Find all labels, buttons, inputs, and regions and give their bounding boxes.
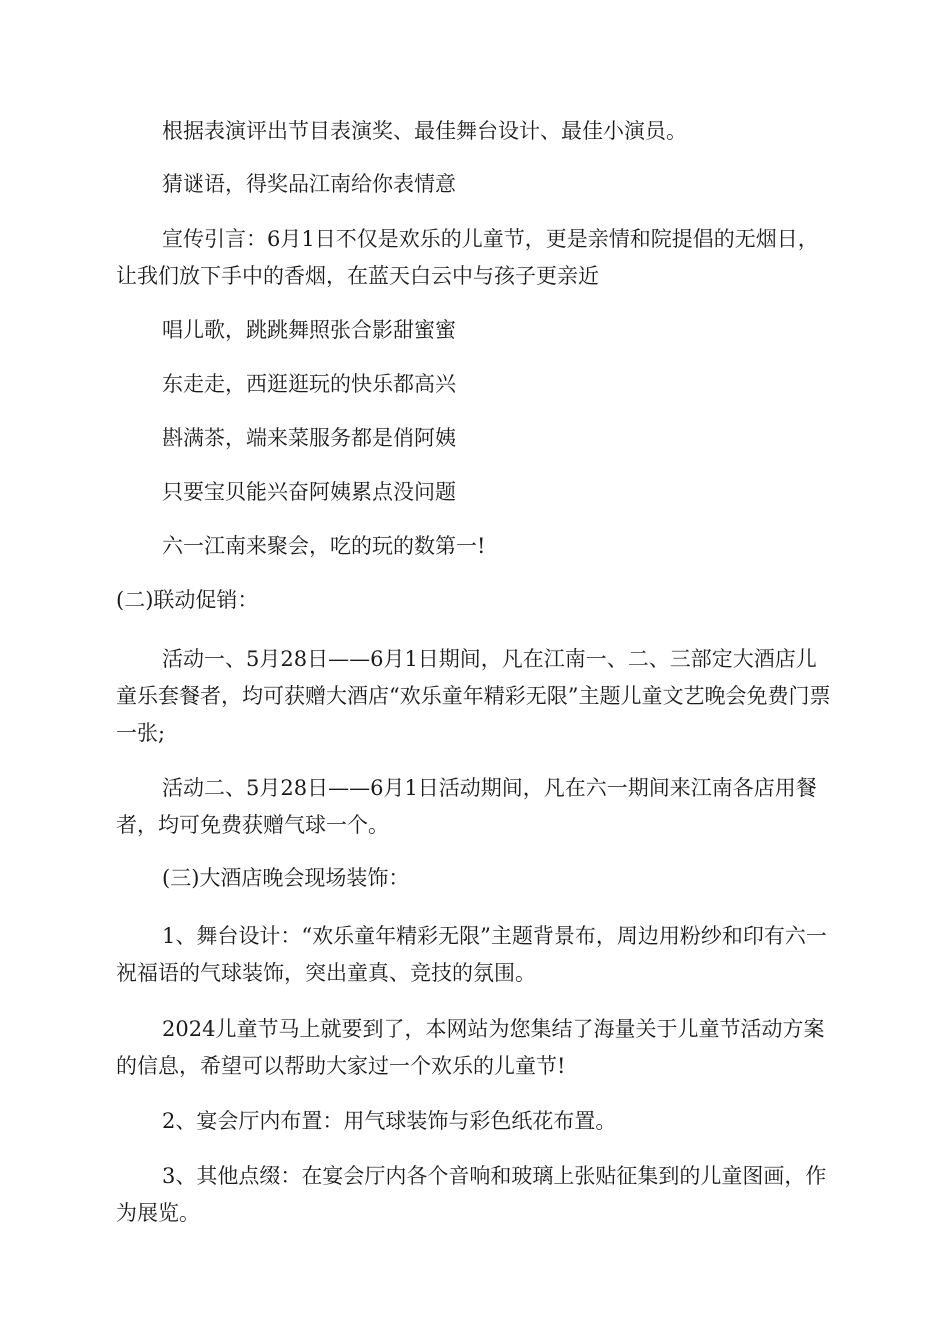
paragraph-slogan-intro: 宣传引言：6月1日不仅是欢乐的儿童节，更是亲情和院提倡的无烟日，让我们放下手中的香烟，在蓝天白云中与孩子更亲近	[116, 227, 819, 288]
paragraph-hall-layout: 2、宴会厅内布置：用气球装饰与彩色纸花布置。	[162, 1109, 617, 1133]
paragraph-activity-one: 活动一、5月28日——6月1日期间，凡在江南一、二、三部定大酒店儿童乐套餐者，均可获赠大酒店“欢乐童年精彩无限”主题儿童文艺晚会免费门票一张;	[116, 647, 831, 745]
paragraph-website-note: 2024儿童节马上就要到了，本网站为您集结了海量关于儿童节活动方案的信息，希望可以帮助大家过一个欢乐的儿童节!	[116, 1017, 825, 1078]
paragraph-stage-design: 1、舞台设计：“欢乐童年精彩无限”主题背景布，周边用粉纱和印有六一祝福语的气球装饰，突出童真、竞技的氛围。	[116, 924, 827, 985]
paragraph-walk-line: 东走走，西逛逛玩的快乐都高兴	[162, 372, 456, 396]
section-heading-promotion: (二)联动促销：	[116, 588, 259, 612]
paragraph-baby-line: 只要宝贝能兴奋阿姨累点没问题	[162, 480, 456, 504]
paragraph-song-line: 唱儿歌，跳跳舞照张合影甜蜜蜜	[162, 318, 456, 342]
paragraph-award-list: 根据表演评出节目表演奖、最佳舞台设计、最佳小演员。	[162, 119, 687, 143]
paragraph-other-decor: 3、其他点缀：在宴会厅内各个音响和玻璃上张贴征集到的儿童图画，作为展览。	[116, 1164, 827, 1225]
section-heading-decoration: (三)大酒店晚会现场装饰：	[162, 866, 410, 890]
paragraph-tea-line: 斟满茶，端来菜服务都是俏阿姨	[162, 426, 456, 450]
paragraph-gathering-line: 六一江南来聚会，吃的玩的数第一!	[162, 534, 486, 558]
paragraph-riddle: 猜谜语，得奖品江南给你表情意	[162, 172, 456, 196]
paragraph-activity-two: 活动二、5月28日——6月1日活动期间，凡在六一期间来江南各店用餐者，均可免费获赠气球一个。	[116, 776, 817, 837]
